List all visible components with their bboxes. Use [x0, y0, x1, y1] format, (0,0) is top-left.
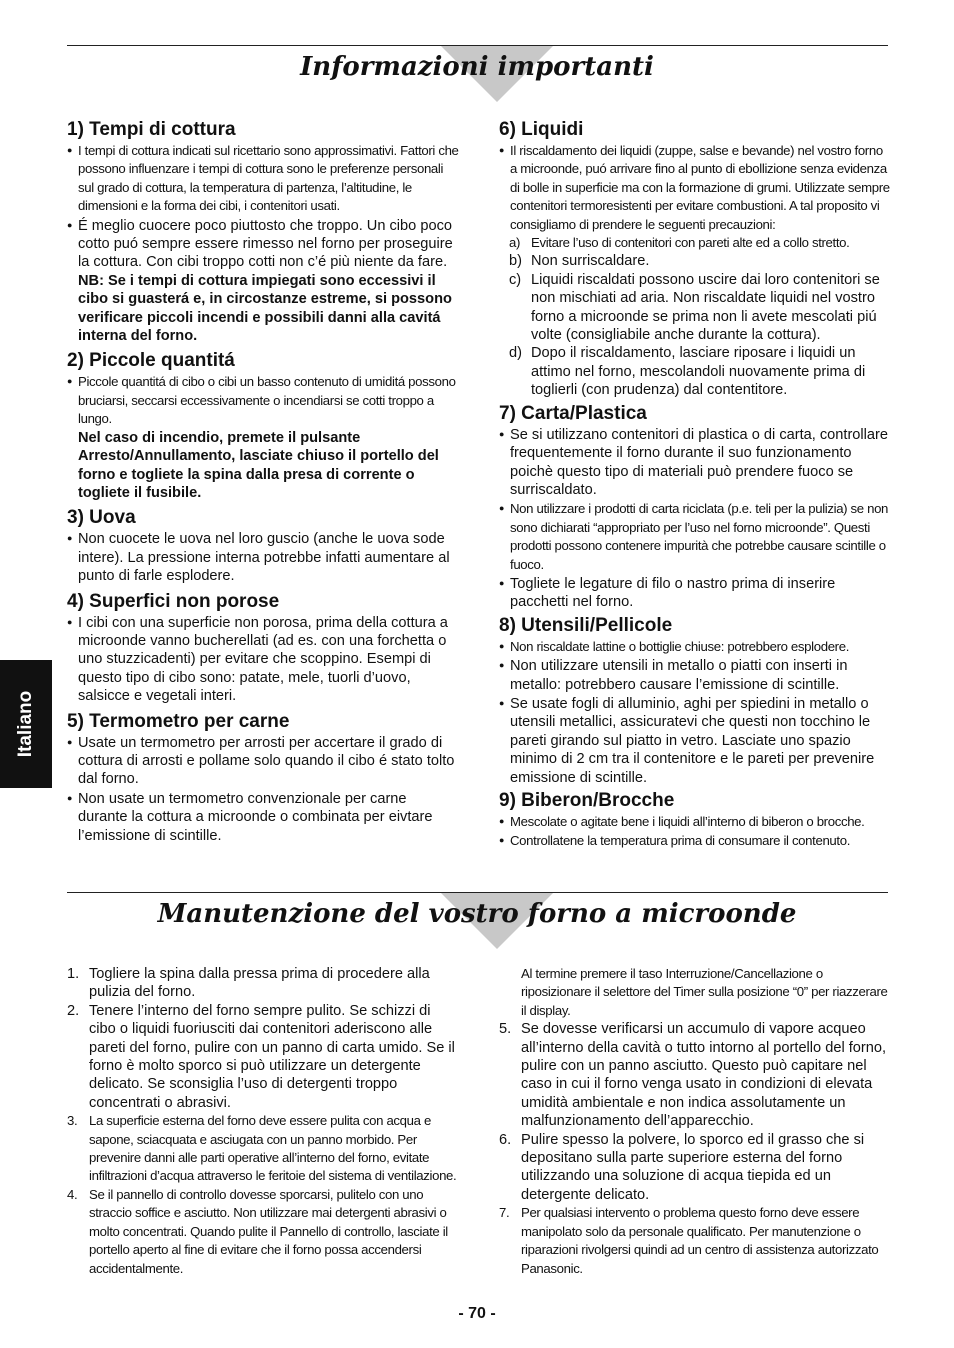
section-title-informazioni: Informazioni importanti [300, 52, 654, 82]
bullet-item: ● É meglio cuocere poco piuttosto che troppo. Un cibo poco cotto puó sempre essere rimesso nel forno per proseguire la cottura. Con cibi troppo cotti non c’é più niente da fare. [67, 216, 459, 272]
heading-biberon-brocche: 9) Biberon/Brocche [499, 790, 675, 811]
heading-uova: 3) Uova [67, 507, 136, 529]
item-number: 7. [499, 1205, 510, 1221]
heading-carta-plastica: 7) Carta/Plastica [499, 402, 647, 424]
sub-item-text: Non surriscaldare. [531, 253, 650, 270]
numbered-item [67, 1112, 459, 1186]
bullet-item: ● I tempi di cottura indicati sul ricettario sono approssimativi. Fattori che possono influenzare i tempi di cottura sono le preferenze personali sul grado di cottura, la temperatura di partenza, l’altitudine, le dimensioni e la forma dei cibi, i contenitori usati. [67, 141, 459, 216]
bullet-item: ● Togliete le legature di filo o nastro prima di inserire pacchetti nel forno. [499, 574, 891, 612]
nb-note: NB: Se i tempi di cottura impiegati sono eccessivi il cibo si guasterá e, in circostanze estreme, si possono verificare piccoli incendi e possibili danni alla cavitá interna del forno. [78, 272, 452, 345]
sub-item-a [499, 234, 891, 252]
item-number: 4. [67, 1186, 78, 1202]
item-text: Pulire spesso la polvere, lo sporco ed il grasso che si depositano sulla parte superiore esterna del forno utilizzando una soluzione di acqua tiepida ed un detergente delicato. [521, 1131, 865, 1203]
bullet-item: ● I cibi con una superficie non porosa, prima della cottura a microonde vanno bucherellati (ad es. con una forchetta o uno stuzzicadenti) per evitare che scoppino. Esempi di questo tipo di cibo sono: patate, mele, tuorli d’uovo, salsicce e vegetali interi. [67, 613, 459, 706]
page-number: - 70 - [458, 1305, 496, 1322]
numbered-item [67, 965, 459, 1002]
item-text: Togliere la spina dalla pressa prima di procedere alla pulizia del forno. [89, 966, 430, 1001]
bullet-item: ● Non utilizzare i prodotti di carta riciclata (p.e. teli per la pulizia) se non sono dichiarati “appropriato per l’uso nel forno microonde”. Questi prodotti possono contenere impurità che potrebbe causare scintille o fuoco. [499, 499, 891, 574]
item-number: 3. [67, 1113, 78, 1129]
numbered-item [499, 1020, 891, 1130]
bullet-item: ● Controllatene la temperatura prima di consumare il contenuto. [499, 831, 891, 850]
sub-item-b [499, 252, 891, 270]
bullet-item: ● Piccole quantitá di cibo o cibi un basso contenuto di umiditá possono bruciarsi, seccarsi eccessivamente o incendiarsi se cotti troppo a lungo. [67, 372, 459, 428]
item-number: 5. [499, 1021, 512, 1038]
continued-item [499, 965, 891, 1020]
bullet-item: ● Se si utilizzano contenitori di plastica o di carta, controllare frequentemente il forno durante il suo funzionamento poichè questo tipo di materiali può prendere fuoco se surriscaldato. [499, 425, 891, 500]
item-text: La superficie esterna del forno deve essere pulita con acqua e sapone, sciacquata e asciugata con un panno morbido. Per prevenire danni alle parti operative all’interno del forno, evitate infiltrazioni d’acqua attraverso le feritoie del sistema di ventilazione. [89, 1113, 457, 1184]
section-title-manutenzione: Manutenzione del vostro forno a microonde [157, 899, 797, 929]
sub-item-c [499, 271, 891, 345]
heading-piccole-quantita: 2) Piccole quantitá [67, 350, 235, 372]
numbered-item [499, 1131, 891, 1205]
sub-item-key: a) [509, 235, 521, 251]
sub-item-d [499, 344, 891, 399]
heading-liquidi: 6) Liquidi [499, 119, 584, 140]
item-number: 2. [67, 1002, 80, 1019]
numbered-item [67, 1002, 459, 1112]
sub-item-key: b) [509, 253, 522, 270]
maintenance-left-column [67, 965, 459, 1278]
heading-termometro: 5) Termometro per carne [67, 710, 290, 732]
heading-utensili-pellicole: 8) Utensili/Pellicole [499, 614, 673, 636]
item-number: 6. [499, 1131, 512, 1148]
sub-item-text: Liquidi riscaldati possono uscire dai loro contenitori se non mischiati ad aria. Non riscaldate liquidi nel vostro forno a microonde se prima non li avete mescolati piú volte (consigliabile anche durante la cottura). [531, 271, 880, 344]
sub-item-key: d) [509, 345, 522, 362]
numbered-item [67, 1186, 459, 1278]
bullet-item: ● Il riscaldamento dei liquidi (zuppe, salse e bevande) nel vostro forno a microonde, puó arrivare fino al punto di ebollizione senza evidenza di bolle in superficie ma con la formazione di grumi. Utilizzate sempre contenitori termoresistenti per evitare combustioni. A tal proposito vi consigliamo di prendere le seguenti precauzioni: [499, 141, 891, 234]
item-number [499, 965, 521, 1020]
sub-item-text: Evitare l’uso di contenitori con pareti alte ed a collo stretto. [531, 235, 850, 251]
maintenance-right-column [499, 965, 891, 1278]
item-text: Se il pannello di controllo dovesse sporcarsi, pulitelo con uno straccio soffice e asciutto. Non utilizzare mai detergenti abrasivi o molto concentrati. Quando pulite il Pannello di controllo, lasciate il portello aperto al fine di evitare che il forno possa accendersi accidentalmente. [89, 1186, 448, 1276]
right-column [499, 118, 891, 851]
language-side-tab [0, 660, 52, 788]
item-number: 1. [67, 966, 80, 982]
item-text: Se dovesse verificarsi un accumulo di vapore acqueo all’interno della cavità o tutto intorno al portello del forno, pulire con un panno asciutto. Questo può capitare nel caso in cui il forno venga usato in condizioni di elevata umidità ambientale e non indica assolutamente un malfunzionamento dell’apparecchio. [521, 1021, 887, 1130]
sub-item-text: Dopo il riscaldamento, lasciare riposare i liquidi un attimo nel forno, mescolandoli nuovamente prima di toglierli (con prudenza) dal contentitore. [531, 345, 866, 399]
heading-superfici-non-porose: 4) Superfici non porose [67, 590, 280, 612]
left-column [67, 118, 459, 845]
bullet-item: ● Non cuocete le uova nel loro guscio (anche le uova sode intere). La pressione interna potrebbe infatti aumentare al punto di farle esplodere. [67, 529, 459, 585]
bullet-item: ● Usate un termometro per arrosti per accertare il grado di cottura di arrosti e pollame solo quando il cibo é stato tolto dal forno. [67, 733, 459, 789]
bullet-item: ● Non utilizzare utensili in metallo o piatti con inserti in metallo: potrebbero causare l’emissione di scintille. [499, 656, 891, 694]
language-tab-label: Italiano [15, 690, 36, 758]
sub-item-key: c) [509, 271, 522, 288]
bullet-item: ● Non riscaldate lattine o bottiglie chiuse: potrebbero esplodere. [499, 637, 891, 656]
fire-warning: Nel caso di incendio, premete il pulsante Arresto/Annullamento, lasciate chiuso il portello del forno e togliete la spina dalla presa di corrente o togliete il fusibile. [78, 429, 439, 501]
numbered-item [499, 1204, 891, 1278]
item-text: Al termine premere il taso Interruzione/Cancellazione o riposizionare il selettore del Timer sulla posizione “0” per riazzerare il display. [521, 966, 888, 1018]
heading-tempi-cottura: 1) Tempi di cottura [67, 119, 236, 140]
bullet-item: ● Se usate fogli di alluminio, aghi per spiedini in metallo o utensili metallici, assicuratevi che questi non tocchino le pareti girando sul piatto in vetro. Lasciate uno spazio minimo di 2 cm tra il contenitore e le pareti per prevenire emissione di scintille. [499, 694, 891, 787]
item-text: Tenere l’interno del forno sempre pulito. Se schizzi di cibo o liquidi fuoriusciti dai contenitori aderiscono alle pareti del forno, pulire con un panno di carta umido. Se il forno è molto sporco si può utilizzare un detergente delicato. Se sconsiglia l’uso di detergenti troppo concentrati o abrasivi. [89, 1002, 455, 1111]
item-text: Per qualsiasi intervento o problema questo forno deve essere manipolato solo da personale qualificato. Per manutenzione o riparazioni rivolgersi quindi ad un centro di assistenza autorizzato Panasonic. [521, 1205, 879, 1276]
bullet-item: ● Mescolate o agitate bene i liquidi all’interno di biberon o brocche. [499, 812, 891, 831]
bullet-item: ● Non usate un termometro convenzionale per carne durante la cottura a microonde o combinata per eivtare l’emissione di scintille. [67, 789, 459, 845]
